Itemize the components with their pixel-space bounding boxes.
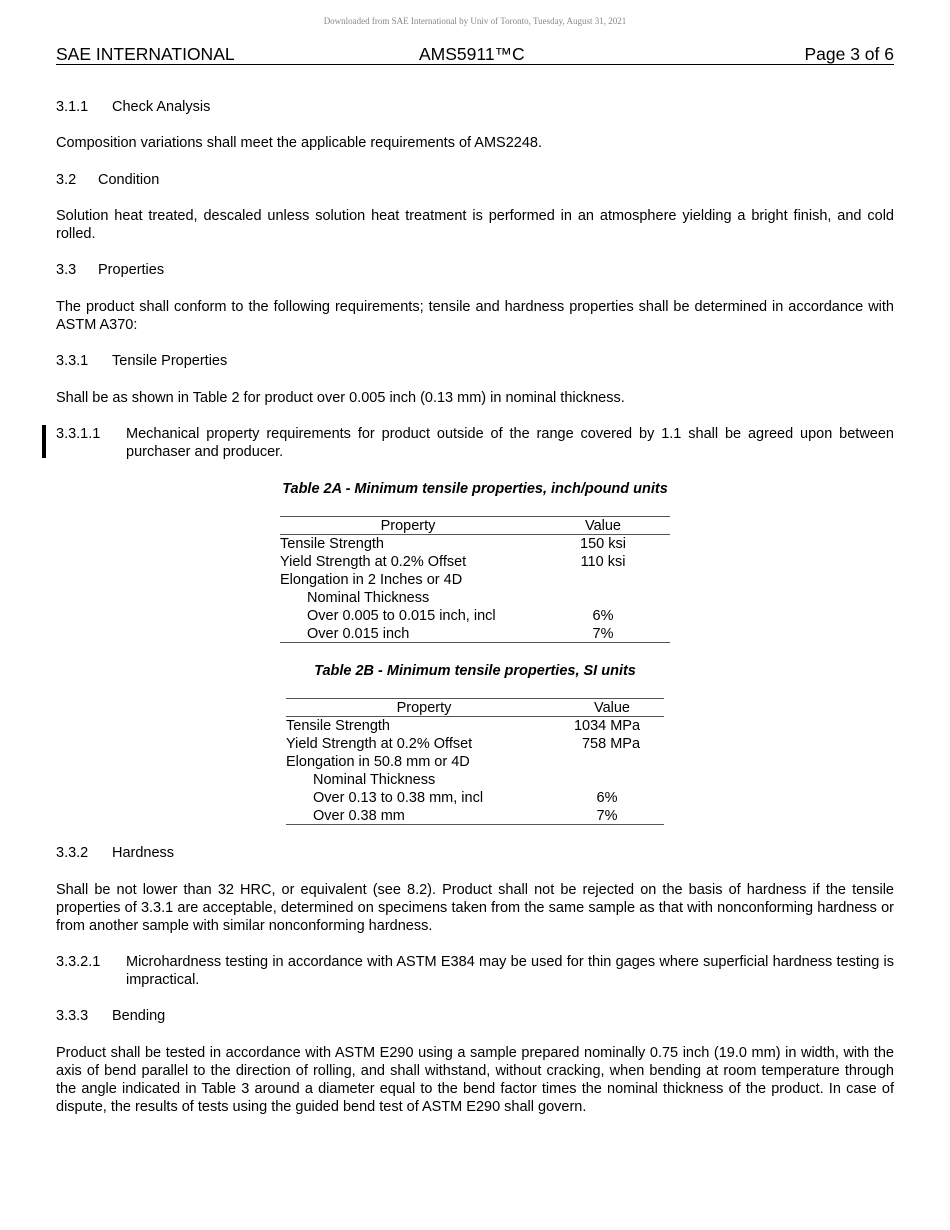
value-cell: 150 ksi xyxy=(580,536,626,552)
table-row xyxy=(280,625,670,643)
paragraph-3-3-3: Product shall be tested in accordance with ASTM E290 using a sample prepared nominally 0.75 inch (19.0 mm) in width, with the axis of bend parallel to the direction of rolling, and shall withstand, without cracking, when bending at room temperature through the angle indicated in Table 3 around a diameter equal to the bend factor times the nominal thickness of the product. In case of dispute, the results of tests using the guided bend test of ASTM E290 shall govern. xyxy=(56,1045,894,1115)
heading-3-3 xyxy=(56,261,894,279)
section-title: Check Analysis xyxy=(112,99,211,115)
value-cell: 1034 MPa xyxy=(573,718,641,734)
value-cell: 6% xyxy=(596,790,618,806)
table-row xyxy=(286,753,664,771)
section-number: 3.3.1.1 xyxy=(56,426,101,442)
paragraph-3-3: The product shall conform to the following requirements; tensile and hardness properties shall be determined in accordance with ASTM A370: xyxy=(56,299,894,333)
section-number: 3.3.3 xyxy=(56,1008,89,1024)
header-document-number: AMS5911™C xyxy=(419,44,525,64)
header-publisher: SAE INTERNATIONAL xyxy=(56,44,235,64)
table-row xyxy=(280,553,670,571)
subparagraph-text: Mechanical property requirements for product outside of the range covered by 1.1 shall be agreed upon between purchaser and producer. xyxy=(126,426,894,460)
heading-3-2 xyxy=(56,171,894,189)
subparagraph-text: Microhardness testing in accordance with ASTM E384 may be used for thin gages where superficial hardness testing is impractical. xyxy=(126,954,894,988)
table-2b xyxy=(286,698,664,826)
table-row xyxy=(286,807,664,825)
section-number: 3.2 xyxy=(56,172,77,188)
table-row xyxy=(280,589,670,607)
table-2a xyxy=(280,516,670,644)
page-header xyxy=(56,44,894,65)
table-2a-caption: Table 2A - Minimum tensile properties, inch/pound units xyxy=(282,481,668,497)
section-title: Bending xyxy=(112,1008,166,1024)
download-watermark: Downloaded from SAE International by Univ of Toronto, Tuesday, August 31, 2021 xyxy=(323,16,627,26)
value-cell: 7% xyxy=(596,808,618,824)
subparagraph-3-3-2-1 xyxy=(56,953,894,989)
property-cell: Over 0.13 to 0.38 mm, incl xyxy=(313,790,484,806)
subparagraph-3-3-1-1 xyxy=(56,425,894,461)
heading-3-1-1 xyxy=(56,98,894,116)
value-cell: 110 ksi xyxy=(580,554,626,570)
property-cell: Nominal Thickness xyxy=(307,590,430,606)
property-cell: Tensile Strength xyxy=(280,536,384,552)
property-cell: Nominal Thickness xyxy=(313,772,436,788)
section-title: Condition xyxy=(98,172,160,188)
property-cell: Over 0.015 inch xyxy=(307,626,410,642)
paragraph-3-1-1: Composition variations shall meet the applicable requirements of AMS2248. xyxy=(56,135,543,151)
table-row xyxy=(286,771,664,789)
section-number: 3.3.1 xyxy=(56,353,89,369)
header-page-number: Page 3 of 6 xyxy=(804,44,894,64)
section-number: 3.3.2.1 xyxy=(56,954,101,970)
section-number: 3.1.1 xyxy=(56,99,89,115)
heading-3-3-2 xyxy=(56,844,894,862)
section-title: Properties xyxy=(98,262,165,278)
section-title: Tensile Properties xyxy=(112,353,228,369)
table-row xyxy=(286,735,664,753)
heading-3-3-1 xyxy=(56,352,894,370)
column-header-property: Property xyxy=(380,518,436,534)
value-cell: 7% xyxy=(592,626,614,642)
table-2b-caption: Table 2B - Minimum tensile properties, SI units xyxy=(314,663,636,679)
revision-bar xyxy=(42,425,46,458)
table-rule xyxy=(280,642,670,643)
property-cell: Elongation in 50.8 mm or 4D xyxy=(286,754,470,770)
property-cell: Over 0.005 to 0.015 inch, incl xyxy=(307,608,496,624)
section-number: 3.3 xyxy=(56,262,77,278)
property-cell: Yield Strength at 0.2% Offset xyxy=(286,736,473,752)
section-title: Hardness xyxy=(112,845,175,861)
paragraph-3-2: Solution heat treated, descaled unless solution heat treatment is performed in an atmosphere yielding a bright finish, and cold rolled. xyxy=(56,208,894,242)
table-row xyxy=(286,789,664,807)
property-cell: Over 0.38 mm xyxy=(313,808,405,824)
column-header-value: Value xyxy=(593,700,630,716)
heading-3-3-3 xyxy=(56,1007,894,1025)
paragraph-3-3-2: Shall be not lower than 32 HRC, or equivalent (see 8.2). Product shall not be rejected on the basis of hardness if the tensile properties of 3.3.1 are acceptable, determined on specimens taken from the same sample as that with nonconforming hardness or from another sample with similar nonconforming hardness. xyxy=(56,882,894,934)
table-row xyxy=(280,607,670,625)
table-header-row xyxy=(286,699,664,717)
paragraph-3-3-1: Shall be as shown in Table 2 for product over 0.005 inch (0.13 mm) in nominal thickness. xyxy=(56,390,625,406)
table-header-row xyxy=(280,517,670,535)
property-cell: Tensile Strength xyxy=(286,718,390,734)
section-number: 3.3.2 xyxy=(56,845,89,861)
property-cell: Elongation in 2 Inches or 4D xyxy=(280,572,463,588)
property-cell: Yield Strength at 0.2% Offset xyxy=(280,554,467,570)
table-rule xyxy=(286,824,664,825)
table-row xyxy=(280,571,670,589)
column-header-value: Value xyxy=(584,518,621,534)
column-header-property: Property xyxy=(396,700,452,716)
table-row xyxy=(280,535,670,553)
value-cell: 6% xyxy=(592,608,614,624)
value-cell: 758 MPa xyxy=(581,736,641,752)
table-row xyxy=(286,717,664,735)
